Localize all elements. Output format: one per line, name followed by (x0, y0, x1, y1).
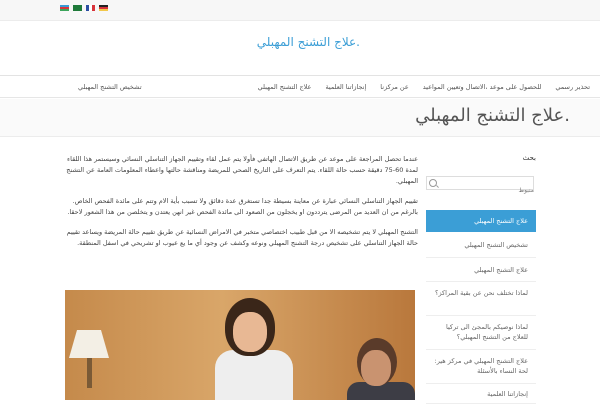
sidebar-item-why-different[interactable]: لماذا تختلف نحن عن بقية المراكز؟ (426, 282, 536, 316)
page-title-bar (0, 99, 600, 137)
woman-figure (215, 350, 293, 400)
sidebar-item-treatment[interactable]: علاج التشنج المهبلي (426, 258, 536, 282)
sidebar-item-achievements[interactable]: إنجازاتنا العلمية (426, 384, 536, 404)
top-bar (0, 0, 600, 21)
search-input[interactable] (441, 185, 537, 197)
main-nav (0, 76, 600, 98)
sidebar-item-diagnosis[interactable]: تشخيص التشنج المهبلي (426, 232, 536, 258)
site-title[interactable]: علاج التشنج المهبلي. (256, 35, 360, 49)
woman-face (233, 312, 267, 352)
page-title: علاج التشنج المهبلي. (415, 105, 570, 126)
lamp-base (87, 358, 92, 388)
content-paragraph: تقييم الجهاز التناسلي النسائي عبارة عن معاينة بسيطة جدا تستغرق عدة دقائق ولا تسبب بأية الام وتتم على مائدة الفحص الخاص. بالرغم من ان العديد من المرضى يترددون او يخجلون من الصعود الى مائدة الفحص غير انهن يعتدن و يتخلصن من هذا الشعور لاحقا. (67, 197, 418, 216)
couple-photo (65, 290, 415, 400)
nav-item-contact[interactable]: للحصول على موعد ،الاتصال وتعيين المواعيد (422, 82, 542, 91)
nav-item-warning[interactable]: تحذير رسمي (555, 82, 590, 91)
search-label: بحث (522, 154, 536, 162)
nav-item-treatment[interactable]: علاج التشنج المهبلي (257, 82, 312, 91)
flag-az-icon[interactable] (60, 5, 69, 11)
flag-sa-icon[interactable] (73, 5, 82, 11)
search-icon[interactable] (429, 179, 437, 187)
sidebar-item-why-turkey[interactable]: لماذا نوصيكم بالمجئ الى تركيا للعلاج من التشنج المهبلي؟ (426, 316, 536, 350)
nav-item-about[interactable]: عن مركزنا (380, 82, 409, 91)
man-face (361, 350, 391, 386)
lamp-shade (69, 330, 109, 358)
content-paragraph: عندما تحصل المراجعة على موعد عن طريق الاتصال الهاتفي فأولا يتم عمل لقاء وتقييم الجهاز التناسلي النسائي وسيستمر هذا اللقاء لمدة 60-75 دقيقة حسب حالة اللقاء. يتم التعرف على التاريخ الصحي للمريضة ومناقشة حالتها واعطاء المعلومات العامة عن التشنج المهبلي. (66, 155, 418, 185)
flag-fr-icon[interactable] (86, 5, 95, 11)
main-content (62, 154, 418, 258)
flag-de-icon[interactable] (99, 5, 108, 11)
site-header (0, 21, 600, 76)
sidebar-menu (426, 210, 536, 404)
language-switcher (60, 5, 108, 11)
sidebar-item-faq[interactable]: علاج التشنج المهبلي في مركز هير: لحة النساء بالأسئلة (426, 350, 536, 384)
sidebar-item-treatment-active[interactable]: علاج التشنج المهبلي (426, 210, 536, 232)
nav-item-diagnosis[interactable]: تشخيص التشنج المهبلي (78, 82, 142, 91)
nav-item-achievements[interactable]: إنجازاتنا العلمية (325, 82, 367, 91)
search-box[interactable] (426, 176, 534, 190)
content-paragraph: التشنج المهبلي لا يتم تشخيصه الا من قبل طبيب اختصاصي متخبر في الامراض النسائية عن طريق تقييم حالة المريضة ويساعد تقييم حالة الجهاز التناسلي على تشخيص درجة التشنج المهبلي ونوعه وكشف عن وجود أي ما يع عيوب او تشريحي في اسفل المنطقة. (66, 228, 418, 247)
